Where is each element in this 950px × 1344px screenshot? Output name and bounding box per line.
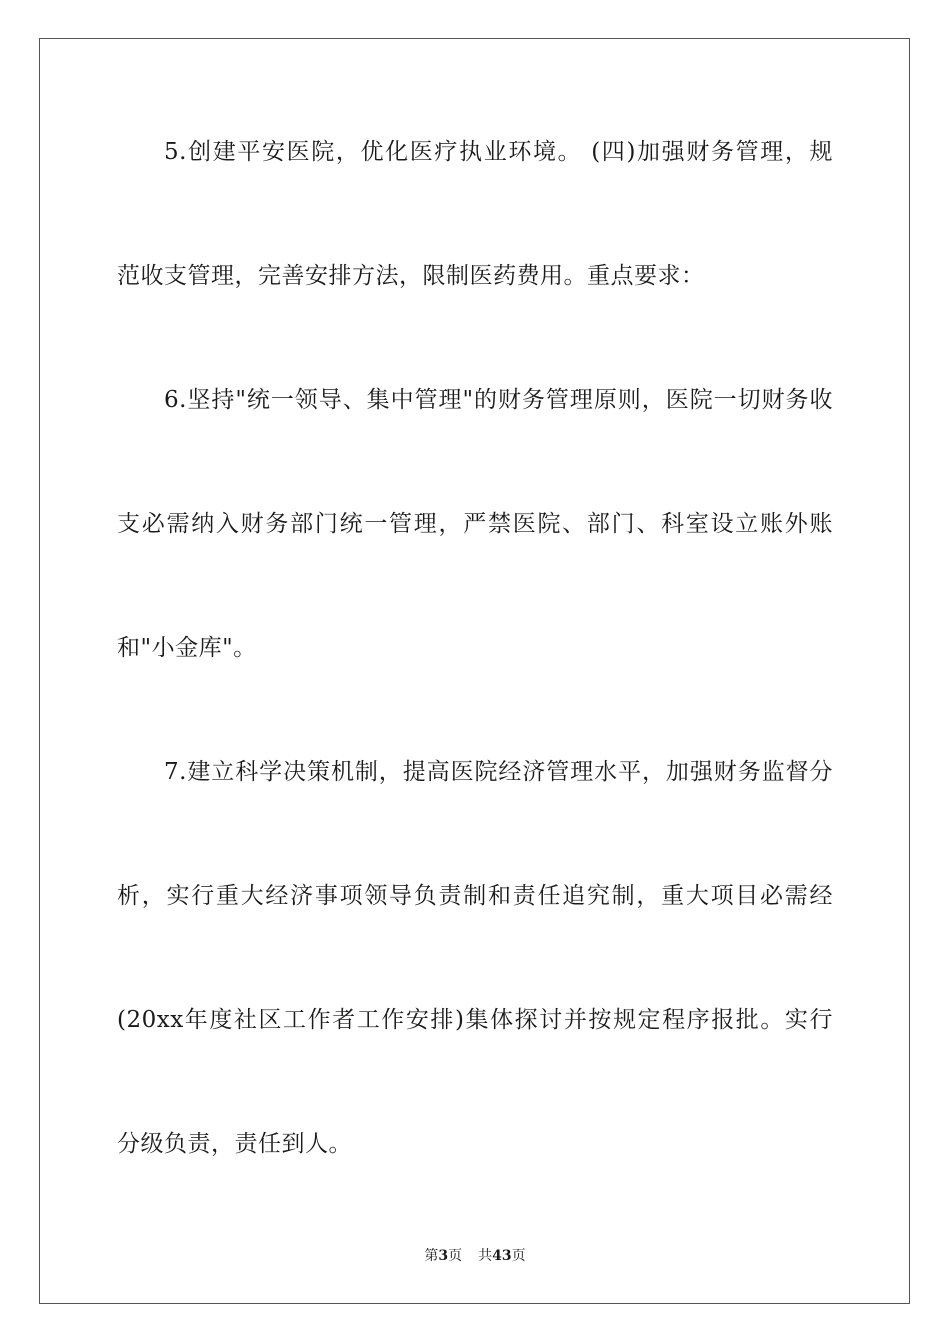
page-footer xyxy=(0,1247,950,1265)
paragraph-5-line-2: 范收支管理，完善安排方法，限制医药费用。重点要求： xyxy=(117,263,705,289)
total-suffix: 页 xyxy=(511,1248,526,1264)
paragraph-6-line-1: 6.坚持"统一领导、集中管理"的财务管理原则，医院一切财务收 xyxy=(164,387,833,413)
total-pages: 43 xyxy=(492,1248,512,1264)
paragraph-7-line-1: 7.建立科学决策机制，提高医院经济管理水平，加强财务监督分 xyxy=(164,759,833,785)
page-border xyxy=(39,38,910,1304)
paragraph-7-line-4: 分级负责，责任到人。 xyxy=(117,1131,352,1157)
paragraph-6-line-2: 支必需纳入财务部门统一管理，严禁医院、部门、科室设立账外账 xyxy=(117,511,833,537)
paragraph-7-line-3: (20xx年度社区工作者工作安排)集体探讨并按规定程序报批。实行 xyxy=(117,1007,833,1033)
paragraph-5-line-1: 5.创建平安医院，优化医疗执业环境。 (四)加强财务管理，规 xyxy=(164,139,833,165)
page-suffix: 页 xyxy=(448,1248,463,1264)
paragraph-7-line-2: 析，实行重大经济事项领导负责制和责任追究制，重大项目必需经 xyxy=(117,883,833,909)
paragraph-6-line-3: 和"小金库"。 xyxy=(117,635,257,661)
total-prefix: 共 xyxy=(478,1248,493,1264)
page-number: 3 xyxy=(438,1248,449,1264)
page-prefix: 第 xyxy=(424,1248,439,1264)
